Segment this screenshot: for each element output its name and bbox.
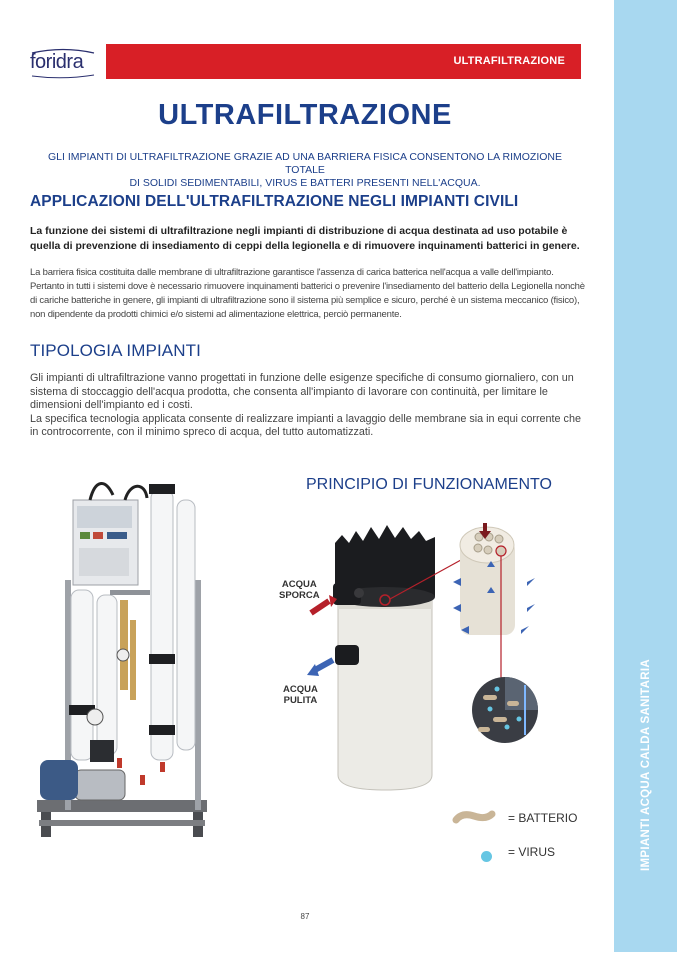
diagram-title: PRINCIPIO DI FUNZIONAMENTO [306, 476, 552, 493]
applications-lead: La funzione dei sistemi di ultrafiltrazione negli impianti di distribuzione di acqua destinata ad uso potabile è quella di prevenzione di insediamento di ceppi della legionella e di rimuovere inquinamenti batterici in genere. [30, 225, 580, 252]
tipologia-body [30, 372, 590, 440]
label-line: ACQUA [281, 579, 317, 590]
foridra-logo [30, 47, 96, 79]
applications-body: La barriera fisica costituita dalle membrane di ultrafiltrazione garantisce l'assenza di carica batterica nell'acqua a valle dell'impianto. Pertanto in tutti i sistemi dove è necessario rimuovere inquinamenti batterici o prevenire l'insediamento del batterio della Legionella nonchè di cariche batteriche in genere, gli impianti di ultrafiltrazione sono il sistema più semplice e sicuro, perché è un sistema meccanico (fisico), non dipendente da prodotti chimici e/o sistemi ad alimentazione elettrica, perciò permanente. [30, 267, 585, 320]
clean-water-label [283, 684, 318, 706]
dirty-water-label [279, 579, 320, 601]
page-title: ULTRAFILTRAZIONE [158, 99, 452, 131]
bacterium-icon [452, 810, 496, 826]
subtitle-line: DI SOLIDI SEDIMENTABILI, VIRUS E BATTERI PRESENTI NELL'ACQUA. [129, 177, 481, 189]
logo-text: foridra [30, 51, 84, 73]
page-subtitle [40, 151, 570, 190]
virus-legend-label: = VIRUS [508, 845, 556, 859]
side-band-label: IMPIANTI ACQUA CALDA SANITARIA [640, 659, 652, 871]
label-line: PULITA [283, 695, 318, 706]
bacterium-legend-label: = BATTERIO [508, 811, 578, 825]
label-line: ACQUA [283, 684, 318, 695]
tipologia-paragraph: La specifica tecnologia applicata consente di realizzare impianti a lavaggio delle membrane sia in equi corrente che in controcorrente, con il minimo spreco di acqua, del tutto automatizzati. [30, 412, 581, 438]
applications-heading: APPLICAZIONI DELL'ULTRAFILTRAZIONE NEGLI IMPIANTI CIVILI [30, 193, 519, 210]
section-label: ULTRAFILTRAZIONE [453, 55, 565, 67]
ultrafiltration-machine-image [35, 470, 215, 842]
label-line: SPORCA [279, 590, 320, 601]
tipologia-paragraph: Gli impianti di ultrafiltrazione vanno progettati in funzione delle esigenze specifiche di consumo giornaliero, con un sistema di stoccaggio dell'acqua prodotta, che consenta all'impianto di lavorare con continuità, per limitare le dimensioni dell'impianto ed i costi. [30, 372, 574, 411]
filter-diagram [275, 505, 605, 835]
tipologia-heading: TIPOLOGIA IMPIANTI [30, 341, 201, 360]
virus-icon [481, 851, 492, 862]
page-number: 87 [300, 912, 310, 921]
section-header-bar [106, 44, 581, 79]
subtitle-line: GLI IMPIANTI DI ULTRAFILTRAZIONE GRAZIE AD UNA BARRIERA FISICA CONSENTONO LA RIMOZIONE TOTALE [47, 151, 562, 176]
